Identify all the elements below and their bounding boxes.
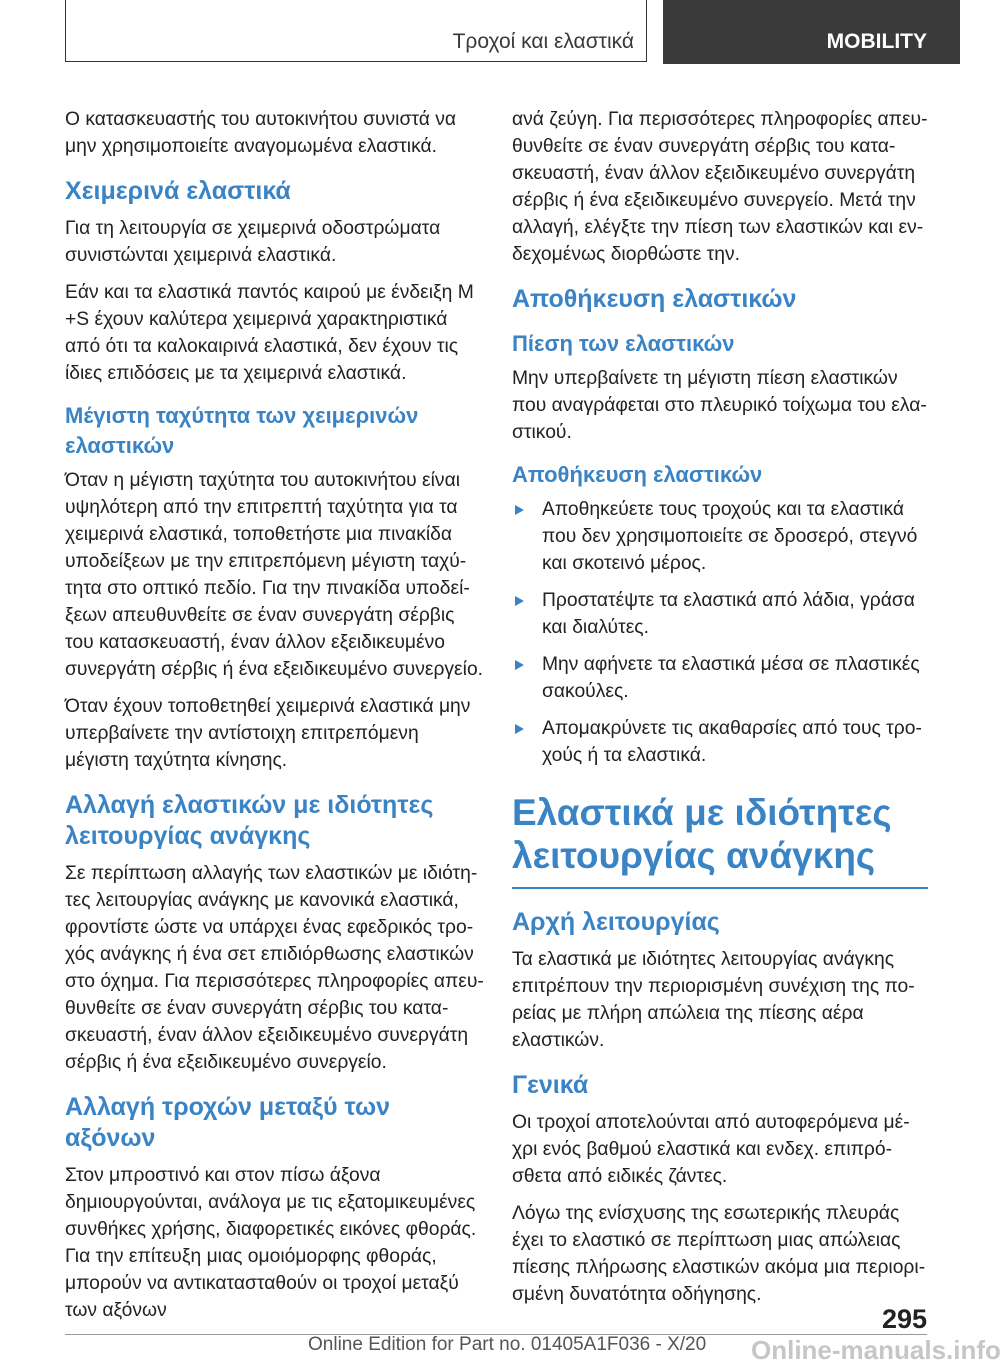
chapter-tab-label: MOBILITY [826,30,927,53]
section-title-box [65,0,647,62]
paragraph: Λόγω της ενίσχυσης της εσωτερικής πλευράς έχει το ελαστικό σε περίπτωση μιας απώλειας πίεσης πλήρωσης ελαστικών ακόμα μια περιορισμένη δυνατότητα οδήγησης. [512,1203,926,1305]
right-column [512,106,928,1318]
paragraph: Στον μπροστινό και στον πίσω άξονα δημιουργούνται, ανάλογα με τις εξατομικευμένες συνθήκες χρήσης, διαφορετικές εικόνες φθοράς. Για την επίτευξη μιας ομοιόμορφης φθοράς, μπορούν να αντικατασταθούν οι τροχοί μεταξύ των αξόνων [65,1165,477,1321]
paragraph: ανά ζεύγη. Για περισσότερες πληροφορίες απευθυνθείτε σε έναν συνεργάτη σέρβις του κατασκευαστή, έναν άλλον εξειδικευμένο συνεργάτη σέρβις ή ένα εξειδικευμένο συνεργείο. Μετά την αλλαγή, ελέγξτε την πίεση των ελαστικών και ενδεχομένως διορθώστε την. [512,109,928,265]
heading-axle-swap: Αλλαγή τροχών μεταξύ των αξόνων [65,1093,390,1152]
paragraph: Εάν και τα ελαστικά παντός καιρού με ένδειξη M +S έχουν καλύτερα χειμερινά χαρακτηριστικά από ότι τα καλοκαιρινά ελαστικά, δεν έχουν τις ίδιες επιδόσεις με τα χειμερινά ελαστικά. [65,282,474,384]
paragraph: Μην υπερβαίνετε τη μέγιστη πίεση ελαστικών που αναγράφεται στο πλευρικό τοίχωμα του ελαστικού. [512,368,927,443]
list-item-text: Απομακρύνετε τις ακαθαρσίες από τους τροχούς ή τα ελαστικά. [542,718,922,766]
heading-tyre-storage-sub: Αποθήκευση ελαστικών [512,462,763,487]
triangle-bullet-icon [515,596,524,606]
section-title: Τροχοί και ελαστικά [452,30,634,53]
triangle-bullet-icon [515,724,524,734]
heading-tyre-storage: Αποθήκευση ελαστικών [512,285,797,313]
heading-winter-tyres: Χειμερινά ελαστικά [65,177,291,205]
watermark: Online-manuals.info [751,1335,1001,1365]
heading-general: Γενικά [512,1071,589,1099]
list-item-text: Μην αφήνετε τα ελαστικά μέσα σε πλαστικές σακούλες. [542,654,920,702]
paragraph: Τα ελαστικά με ιδιότητες λειτουργίας ανάγκης επιτρέπουν την περιορισμένη συνέχιση της πορείας με πλήρη απώλεια της πίεσης αέρα ελαστικών. [512,949,915,1051]
chapter-tab [663,0,960,64]
page-header [65,0,960,66]
heading-max-speed: Μέγιστη ταχύτητα των χειμερινών ελαστικών [65,403,419,458]
paragraph: Όταν η μέγιστη ταχύτητα του αυτοκινήτου είναι υψηλότερη από την επιτρεπτή ταχύτητα για τα χειμερινά ελαστικά, τοποθετήστε μια πινακίδα υποδείξεων με την επιτρεπόμενη μέγιστη ταχύτητα στο οπτικό πεδίο. Για την πινακίδα υποδείξεων απευθυνθείτε σε έναν συνεργάτη σέρβις του κατασκευαστή, έναν άλλον εξειδικευμένο συνεργάτη σέρβις ή ένα εξειδικευμένο συνεργείο. [65,470,484,680]
list-item-text: Προστατέψτε τα ελαστικά από λάδια, γράσα και διαλύτες. [542,590,915,638]
list-item [512,715,928,769]
list-item [512,496,928,577]
paragraph: Οι τροχοί αποτελούνται από αυτοφερόμενα μέχρι ενός βαθμού ελαστικά και ενδεχ. επιπρόσθετα από ειδικές ζάντες. [512,1112,910,1187]
footer-edition: Online Edition for Part no. 01405A1F036 - X/20 [308,1334,707,1355]
list-item-text: Αποθηκεύετε τους τροχούς και τα ελαστικά που δεν χρησιμοποιείτε σε δροσερό, στεγνό και σκοτεινό μέρος. [542,499,918,574]
triangle-bullet-icon [515,660,524,670]
page-number: 295 [881,1304,927,1334]
heading-runflat-tyres: Ελαστικά με ιδιότητες λειτουργίας ανάγκης [512,791,928,889]
storage-list [512,496,928,769]
list-item [512,651,928,705]
heading-tyre-pressure: Πίεση των ελαστικών [512,331,735,356]
heading-principle: Αρχή λειτουργίας [512,908,720,936]
left-column [65,106,485,1334]
triangle-bullet-icon [515,505,524,515]
paragraph: Σε περίπτωση αλλαγής των ελαστικών με ιδιότητες λειτουργίας ανάγκης με κανονικά ελαστικά, φροντίστε ώστε να υπάρχει ένας εφεδρικός τροχός ανάγκης ή ένα σετ επιδιόρθωσης ελαστικών στο όχημα. Για περισσότερες πληροφορίες απευθυνθείτε σε έναν συνεργάτη σέρβις του κατασκευαστή, έναν άλλον εξειδικευμένο συνεργάτη σέρβις ή ένα εξειδικευμένο συνεργείο. [65,863,484,1073]
paragraph: Για τη λειτουργία σε χειμερινά οδοστρώματα συνιστώνται χειμερινά ελαστικά. [65,218,441,266]
heading-runflat-change: Αλλαγή ελαστικών με ιδιότητες λειτουργίας ανάγκης [65,791,434,850]
paragraph: Όταν έχουν τοποθετηθεί χειμερινά ελαστικά μην υπερβαίνετε την αντίστοιχη επιτρεπόμενη μέγιστη ταχύτητα κίνησης. [65,696,471,771]
intro-paragraph: Ο κατασκευαστής του αυτοκινήτου συνιστά να μην χρησιμοποιείτε αναγομωμένα ελαστικά. [65,109,457,157]
list-item [512,587,928,641]
